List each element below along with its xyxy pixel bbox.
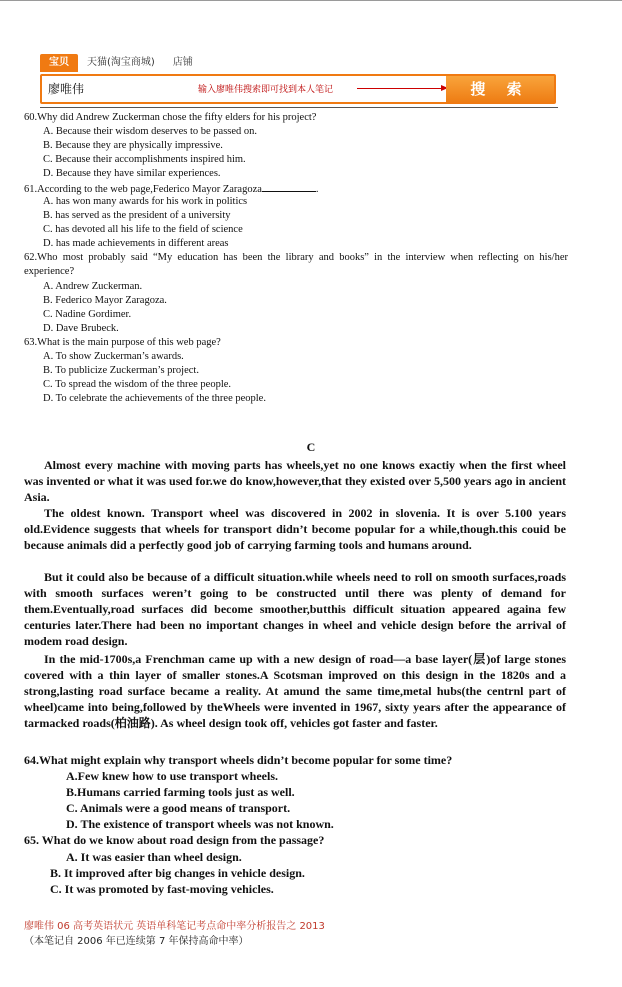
question-64-stem: 64.What might explain why transport wheels didn’t become popular for some time? bbox=[24, 753, 453, 767]
passage-paragraph-2: The oldest known. Transport wheel was discovered in 2002 in slovenia. It is over 5.100 years old.Evidence suggests that wheels for transport didn’t become popular for a while,though.this couid be because animals did a perfectly good job of carrying farming tools and humans around. bbox=[24, 506, 566, 552]
question-60-stem: 60.Why did Andrew Zuckerman chose the fifty elders for his project? bbox=[24, 112, 317, 123]
footer-report-line: 廖唯伟 06 高考英语状元 英语单科笔记考点命中率分析报告之 2013 bbox=[24, 921, 325, 932]
q62-option-c: C. Nadine Gordimer. bbox=[43, 309, 132, 320]
question-61-stem: 61.According to the web page,Federico Mayor Zaragoza bbox=[24, 184, 262, 195]
q61-option-d: D. has made achievements in different areas bbox=[43, 238, 229, 249]
page-top-rule bbox=[0, 0, 622, 1]
q60-option-b: B. Because they are physically impressive. bbox=[43, 140, 223, 151]
footer-note-line: （本笔记自 2006 年已连续第 7 年保持高命中率） bbox=[24, 936, 249, 947]
q63-option-d: D. To celebrate the achievements of the three people. bbox=[43, 393, 266, 404]
q61-option-b: B. has served as the president of a university bbox=[43, 210, 231, 221]
tab-shops[interactable]: 店铺 bbox=[172, 57, 193, 68]
q60-option-c: C. Because their accomplishments inspired him. bbox=[43, 154, 246, 165]
q63-option-c: C. To spread the wisdom of the three people. bbox=[43, 379, 232, 390]
q65-option-a: A. It was easier than wheel design. bbox=[66, 850, 242, 864]
question-63-stem: 63.What is the main purpose of this web page? bbox=[24, 337, 221, 348]
q64-option-c: C. Animals were a good means of transport. bbox=[66, 801, 291, 815]
banner-divider bbox=[40, 107, 558, 108]
q64-option-d: D. The existence of transport wheels was not known. bbox=[66, 817, 334, 831]
q63-option-b: B. To publicize Zuckerman’s project. bbox=[43, 365, 199, 376]
q61-option-a: A. has won many awards for his work in politics bbox=[43, 196, 248, 207]
q62-option-a: A. Andrew Zuckerman. bbox=[43, 281, 143, 292]
search-hint: 输入廖唯伟搜索即可找到本人笔记 bbox=[198, 85, 334, 95]
tab-tmall[interactable]: 天猫(淘宝商城) bbox=[87, 57, 155, 68]
search-tabs bbox=[40, 54, 202, 72]
tab-items[interactable]: 宝贝 bbox=[40, 54, 78, 72]
q65-option-b: B. It improved after big changes in vehicle design. bbox=[50, 866, 305, 880]
q60-option-a: A. Because their wisdom deserves to be passed on. bbox=[43, 126, 258, 137]
q64-option-a: A.Few knew how to use transport wheels. bbox=[66, 769, 278, 783]
passage-paragraph-1: Almost every machine with moving parts has wheels,yet no one knows exactiy when the first wheel was invented or what it was used for.we do know,however,that they existed over 5,500 years ago in ancient Asia. bbox=[24, 458, 566, 504]
answer-blank bbox=[262, 181, 316, 192]
passage-paragraph-4: In the mid-1700s,a Frenchman came up with a new design of road—a base layer(层)of large stones covered with a thin layer of smaller stones.A Scotsman improved on this design in the 1820s and a strong,lasting road surface became a reality. At amund the same time,metal hubs(the centrnl part of wheel)came into being,followed by theWheels were invented in 1967, sixty years after the appearance of tarmacked roads(柏油路). As wheel design took off, vehicles got faster and faster. bbox=[24, 652, 566, 730]
question-62-stem: 62.Who most probably said “My education has been the library and books” in the interview when reflecting on his/her experience? bbox=[24, 252, 568, 277]
q60-option-d: D. Because they have similar experiences. bbox=[43, 168, 221, 179]
q62-option-b: B. Federico Mayor Zaragoza. bbox=[43, 295, 167, 306]
question-65-stem: 65. What do we know about road design from the passage? bbox=[24, 833, 325, 847]
passage-heading: C bbox=[306, 440, 316, 454]
q61-option-c: C. has devoted all his life to the field of science bbox=[43, 224, 243, 235]
passage-paragraph-3: But it could also be because of a difficult situation.while wheels need to roll on smooth surfaces,roads with smooth surfaces weren’t going to be constructed until there was plenty of demand for them.Eventually,road surfaces did become smoother,butthis difficult situation appeared againa few centuries later.There had been no important changes in wheel and vehicle design before the arrival of modem road design. bbox=[24, 570, 566, 648]
q64-option-b: B.Humans carried farming tools just as well. bbox=[66, 785, 295, 799]
search-button[interactable]: 搜 索 bbox=[446, 76, 554, 102]
question-61-stem-end: . bbox=[315, 184, 319, 195]
search-input[interactable]: 廖唯伟 bbox=[48, 82, 85, 96]
search-banner bbox=[40, 54, 558, 106]
q62-option-d: D. Dave Brubeck. bbox=[43, 323, 119, 334]
red-arrow-icon bbox=[357, 88, 442, 89]
q65-option-c: C. It was promoted by fast-moving vehicles. bbox=[50, 882, 274, 896]
q63-option-a: A. To show Zuckerman’s awards. bbox=[43, 351, 184, 362]
search-bar bbox=[40, 74, 556, 104]
